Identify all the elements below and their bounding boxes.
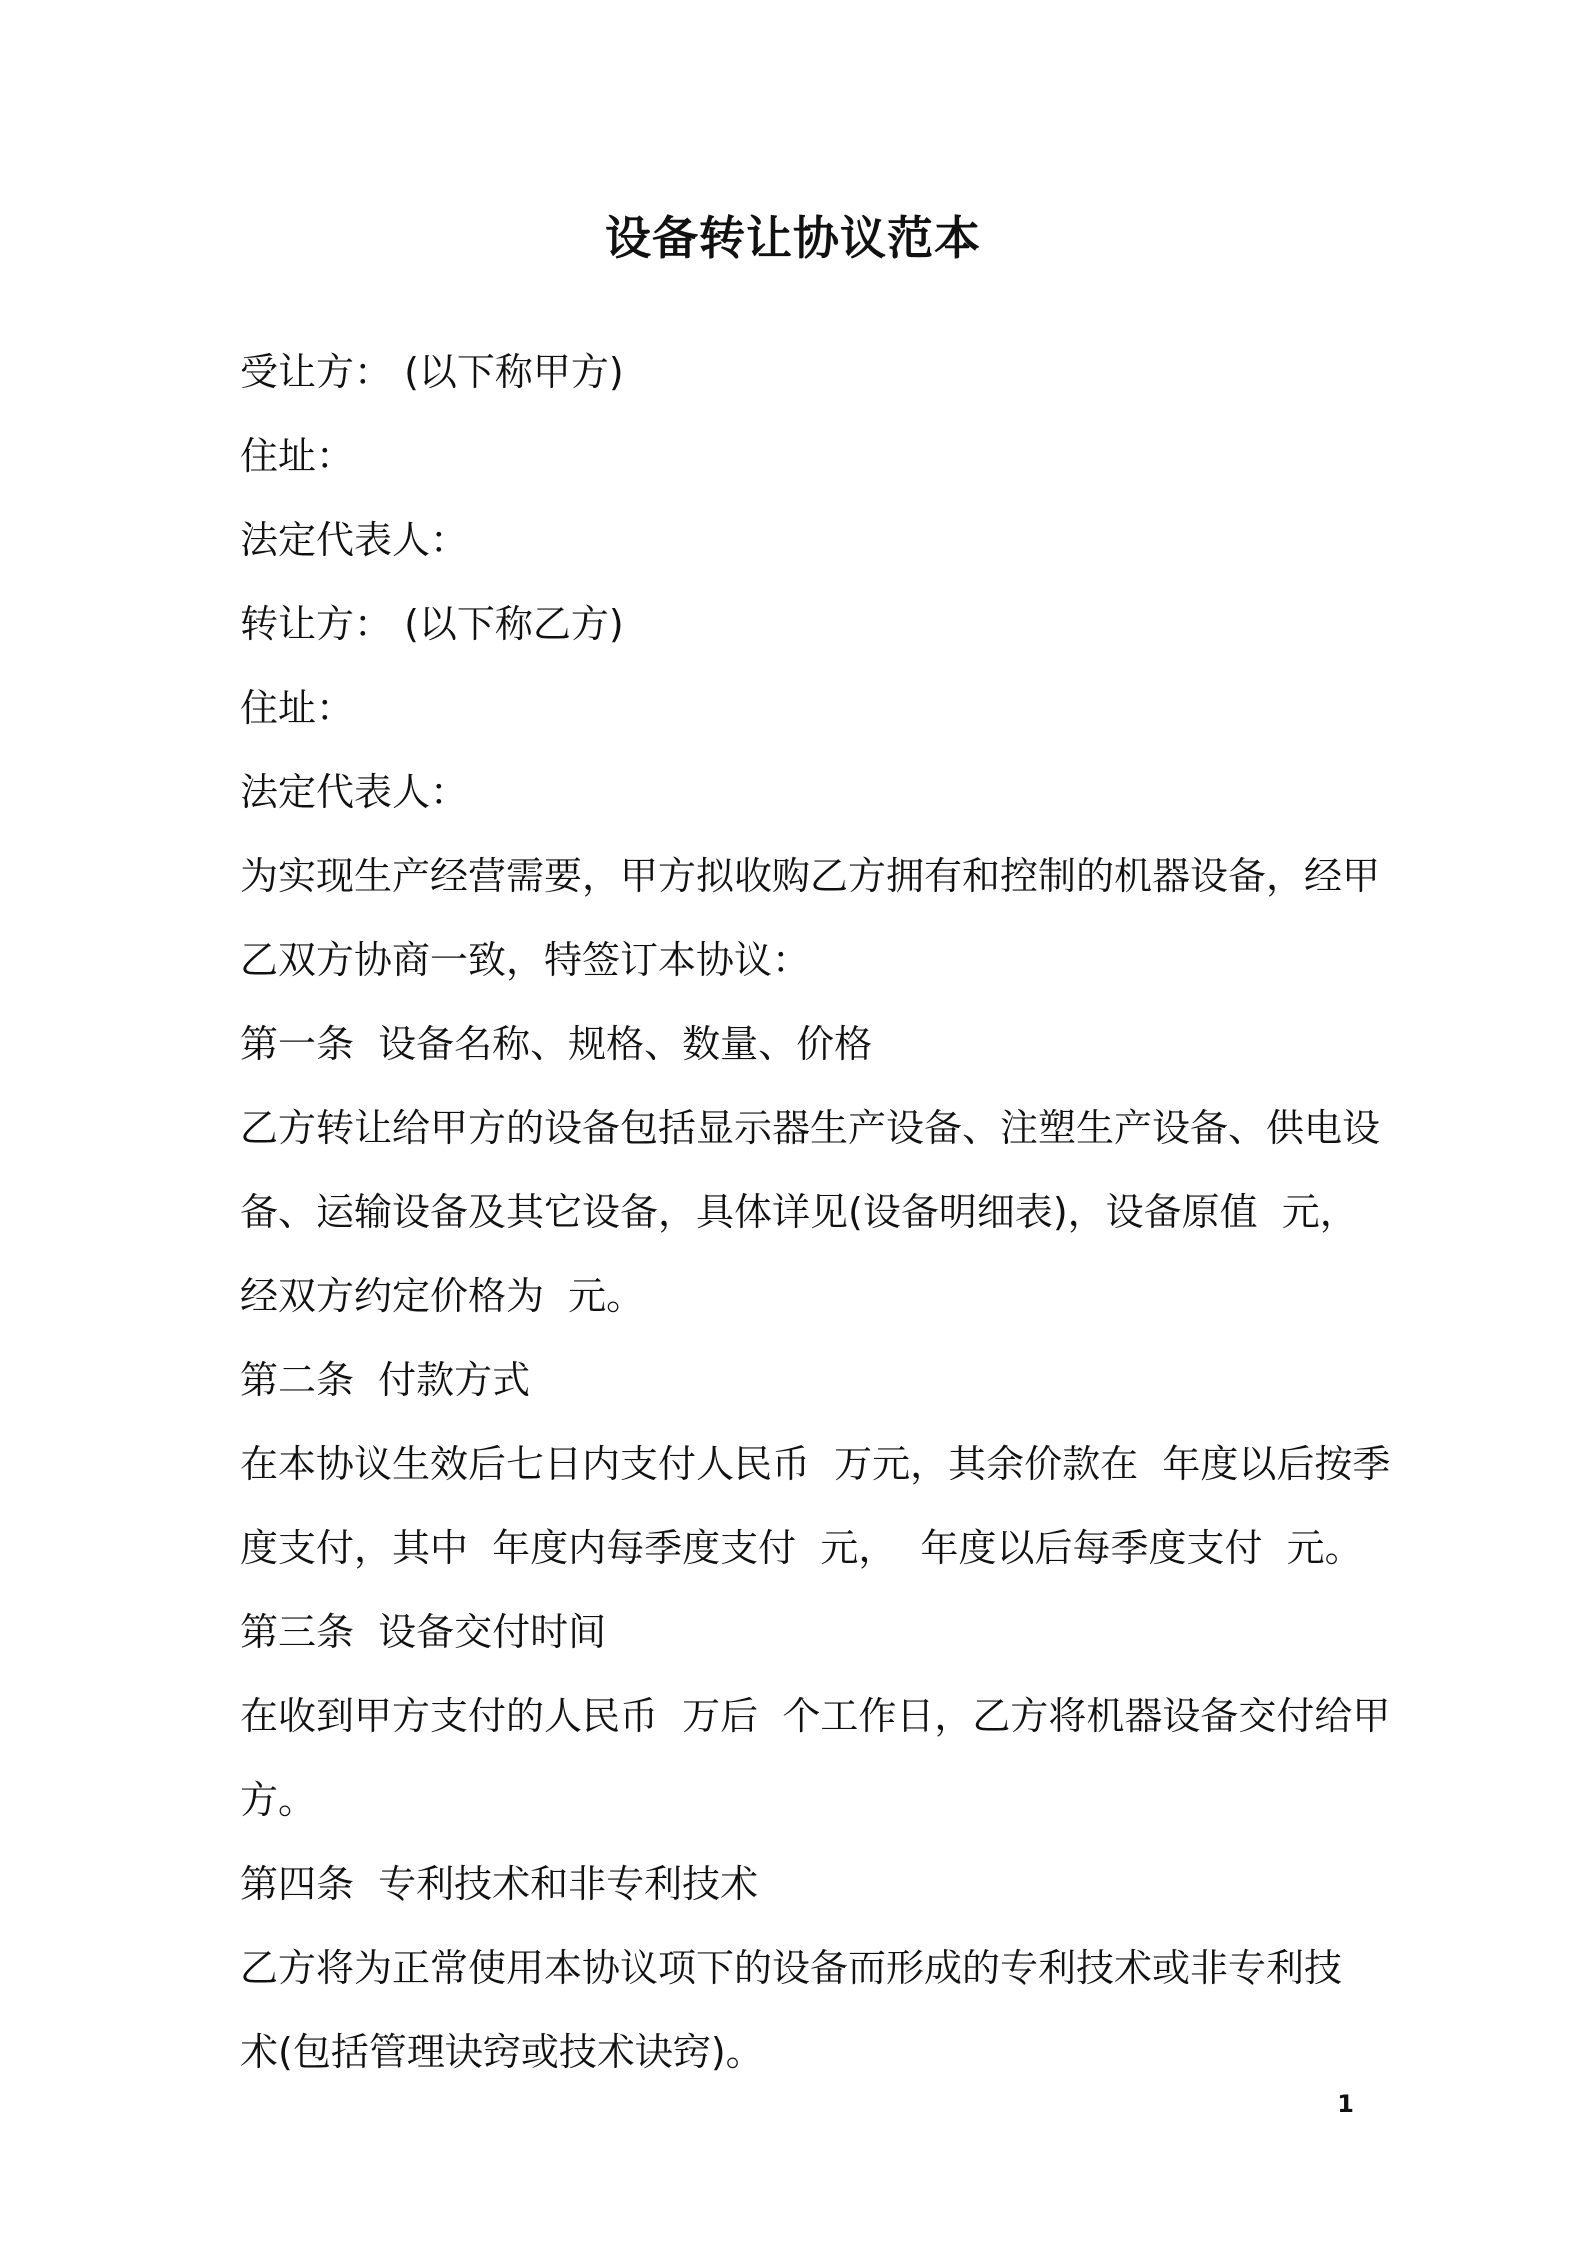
transferee-representative-line: 法定代表人： — [240, 518, 469, 562]
document-body — [240, 330, 1391, 2094]
page-number: 1 — [1337, 2090, 1354, 2118]
article-3-heading: 第三条 设备交付时间 — [240, 1610, 607, 1654]
article-4-text-line-2: 术(包括管理诀窍或技术诀窍)。 — [240, 2030, 764, 2074]
article-2-text-line-1: 在本协议生效后七日内支付人民币 万元，其余价款在 年度以后按季 — [240, 1442, 1391, 1486]
article-4-heading: 第四条 专利技术和非专利技术 — [240, 1862, 759, 1906]
article-2-text-line-2: 度支付，其中 年度内每季度支付 元， 年度以后每季度支付 元。 — [240, 1526, 1363, 1570]
transferee-line: 受让方： (以下称甲方) — [240, 350, 624, 394]
transferor-address-line: 住址： — [240, 686, 355, 730]
article-2-heading: 第二条 付款方式 — [240, 1358, 531, 1402]
preamble-line-2: 乙双方协商一致，特签订本协议： — [240, 938, 811, 982]
article-1-text-line-1: 乙方转让给甲方的设备包括显示器生产设备、注塑生产设备、供电设 — [240, 1106, 1381, 1150]
preamble-line-1: 为实现生产经营需要，甲方拟收购乙方拥有和控制的机器设备，经甲 — [240, 854, 1381, 898]
article-1-text-line-2: 备、运输设备及其它设备，具体详见(设备明细表)，设备原值 元， — [240, 1190, 1358, 1234]
document-title: 设备转让协议范本 — [605, 211, 981, 265]
article-4-text-line-1: 乙方将为正常使用本协议项下的设备而形成的专利技术或非专利技 — [240, 1946, 1343, 1990]
transferor-representative-line: 法定代表人： — [240, 770, 469, 814]
article-3-text-line-1: 在收到甲方支付的人民币 万后 个工作日，乙方将机器设备交付给甲 — [240, 1694, 1391, 1738]
article-1-text-line-3: 经双方约定价格为 元。 — [240, 1274, 645, 1318]
transferor-line: 转让方： (以下称乙方) — [240, 602, 624, 646]
article-3-text-line-2: 方。 — [240, 1778, 317, 1822]
article-1-heading: 第一条 设备名称、规格、数量、价格 — [240, 1022, 873, 1066]
transferee-address-line: 住址： — [240, 434, 355, 478]
